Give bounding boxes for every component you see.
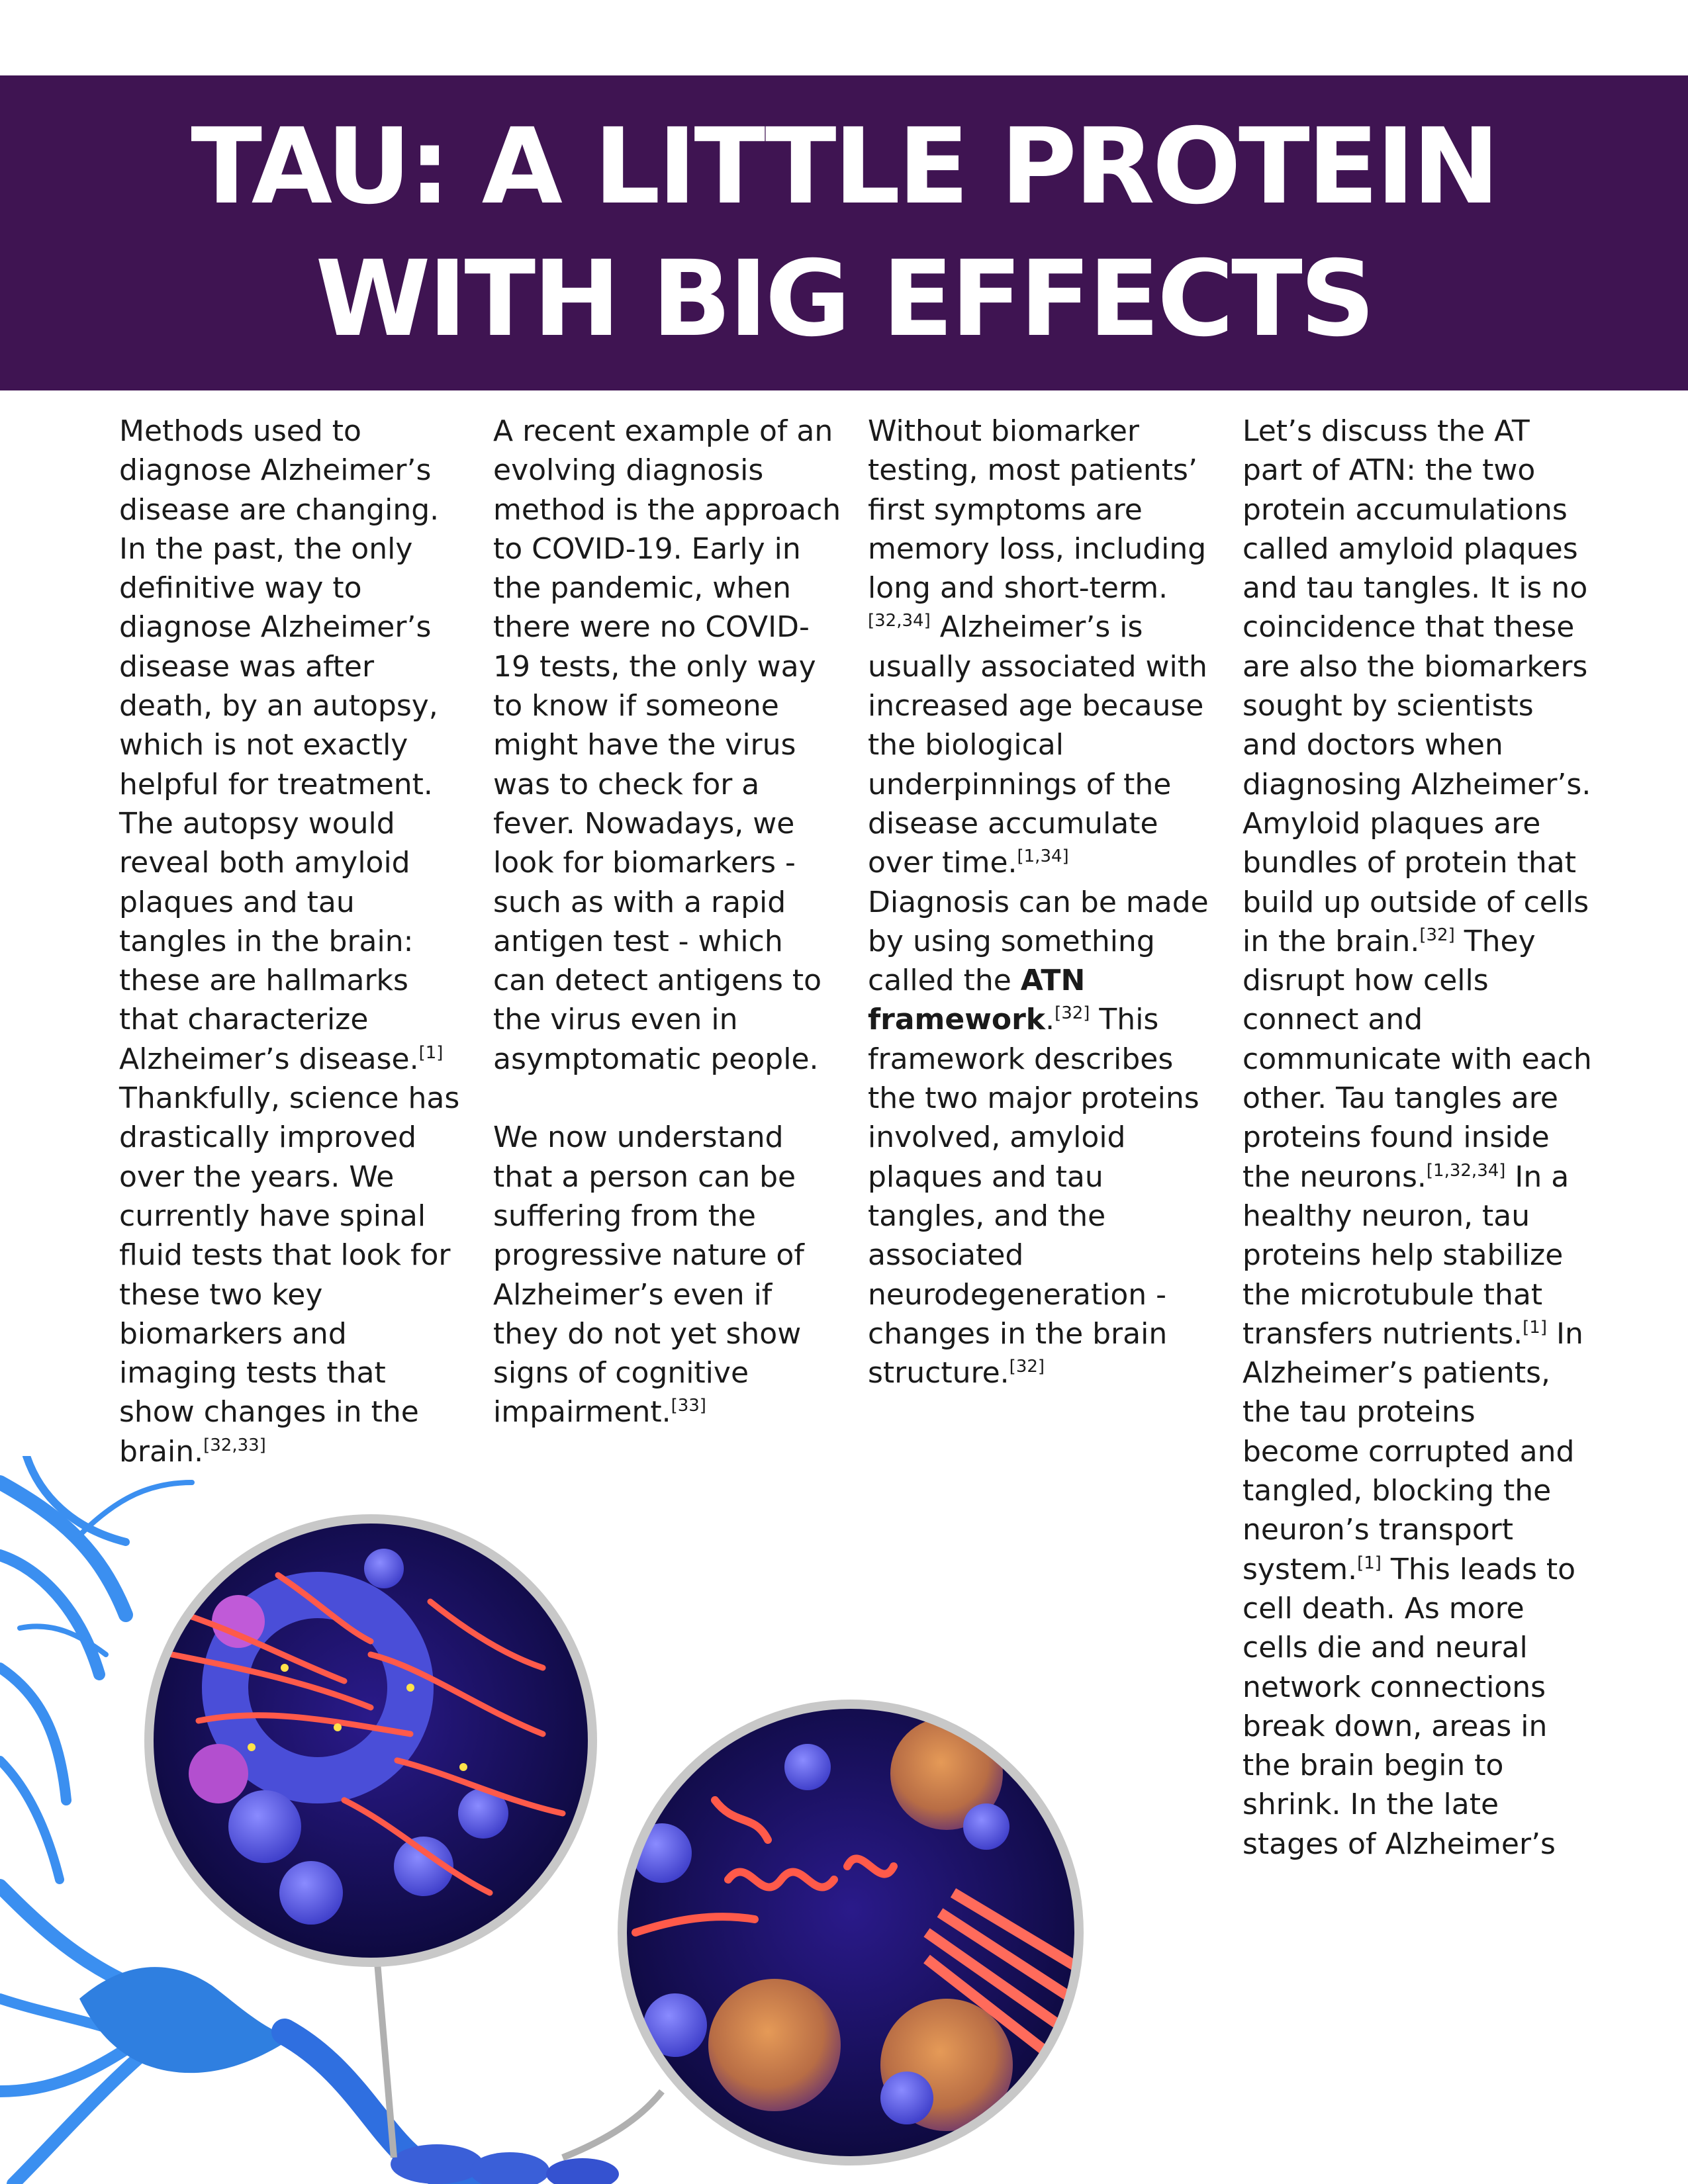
citation: [1,32,34] [1426, 1160, 1506, 1181]
bold-term: ATN framework [868, 964, 1086, 1037]
citation: [1,34] [1017, 846, 1069, 867]
citation: [1] [418, 1042, 444, 1063]
text-column-4 [1243, 412, 1593, 1864]
paragraph [119, 412, 470, 1471]
text-run: We now understand that a person can be suffering from the progressive nature of Alzheimer’s even if they do not yet show signs of cognitive impairment. [493, 1120, 804, 1430]
text-run: This framework describes the two major proteins involved, amyloid plaques and tau tangles, and the associated neurodegeneration - changes in the brain structure. [868, 1003, 1199, 1390]
citation: [32,33] [203, 1435, 266, 1455]
text-run: Without biomarker testing, most patients’ first symptoms are memory loss, including long and short-term. [868, 414, 1207, 606]
text-run: This leads to cell death. As more cells die and neural network connections break down, areas in the brain begin to shrink. In the late stages of Alzheimer’s [1243, 1552, 1576, 1861]
text-run: Methods used to diagnose Alzheimer’s disease are changing. In the past, the only definitive way to diagnose Alzheimer’s disease was after death, by an autopsy, which is not exactly helpful for treatment. The autopsy would reveal both amyloid plaques and tau tangles in the brain: these are hallmarks that characterize Alzheimer’s disease. [119, 414, 440, 1076]
citation: [33] [671, 1396, 706, 1416]
citation: [1] [1523, 1317, 1547, 1338]
paragraph [868, 412, 1219, 1392]
page-title-line-2: WITH BIG EFFECTS [315, 238, 1373, 360]
paragraph [1243, 412, 1593, 1864]
magnifier-lens-1 [149, 1519, 592, 1962]
title-banner [0, 75, 1688, 390]
citation: [32] [1419, 925, 1455, 945]
text-column-3 [868, 412, 1219, 1392]
neuron-protein-illustration [0, 1456, 1125, 2184]
text-run: Alzheimer’s is usually associated with increased age because the biological underpinnings of the disease accumulate over time. [868, 610, 1207, 880]
citation: [1] [1357, 1553, 1382, 1573]
paragraph-gap [493, 1079, 844, 1118]
citation: [32,34] [868, 611, 931, 631]
text-column-2 [493, 412, 844, 1432]
magnifier-lens-2 [622, 1704, 1086, 2161]
paragraph [493, 412, 844, 1079]
text-run: Let’s discuss the AT part of ATN: the two protein accumulations called amyloid plaques and tau tangles. It is no coincidence that these are also the biomarkers sought by scientists and doctors when diagnosing Alzheimer’s. Amyloid plaques are bundles of protein that build up outside of cells in the brain. [1243, 414, 1591, 958]
citation: [32] [1009, 1357, 1045, 1377]
text-run: They disrupt how cells connect and communicate with each other. Tau tangles are proteins found inside the neurons. [1243, 924, 1592, 1194]
text-run: . [1045, 1003, 1055, 1037]
text-run: In Alzheimer’s patients, the tau proteins become corrupted and tangled, blocking the neuron’s transport system. [1243, 1316, 1583, 1586]
text-run: Diagnosis can be made by using something called the [868, 885, 1209, 998]
text-run: A recent example of an evolving diagnosis method is the approach to COVID-19. Early in the pandemic, when there were no COVID-19 tests, the only way to know if someone might have the virus was to check for a fever. Nowadays, we look for biomarkers - such as with a rapid antigen test - which can detect antigens to the virus even in asymptomatic people. [493, 414, 841, 1076]
pointer-line-2 [563, 2091, 662, 2158]
neuron-cell-body [79, 1967, 619, 2184]
text-run: In a healthy neuron, tau proteins help stabilize the microtubule that transfers nutrients. [1243, 1160, 1570, 1351]
citation: [32] [1055, 1003, 1090, 1024]
text-column-1 [119, 412, 470, 1471]
text-run: Thankfully, science has drastically improved over the years. We currently have spinal fluid tests that look for these two key biomarkers and imaging tests that show changes in the brain. [119, 1081, 460, 1469]
paragraph [493, 1118, 844, 1432]
page-title-line-1: TAU: A LITTLE PROTEIN [191, 106, 1497, 228]
